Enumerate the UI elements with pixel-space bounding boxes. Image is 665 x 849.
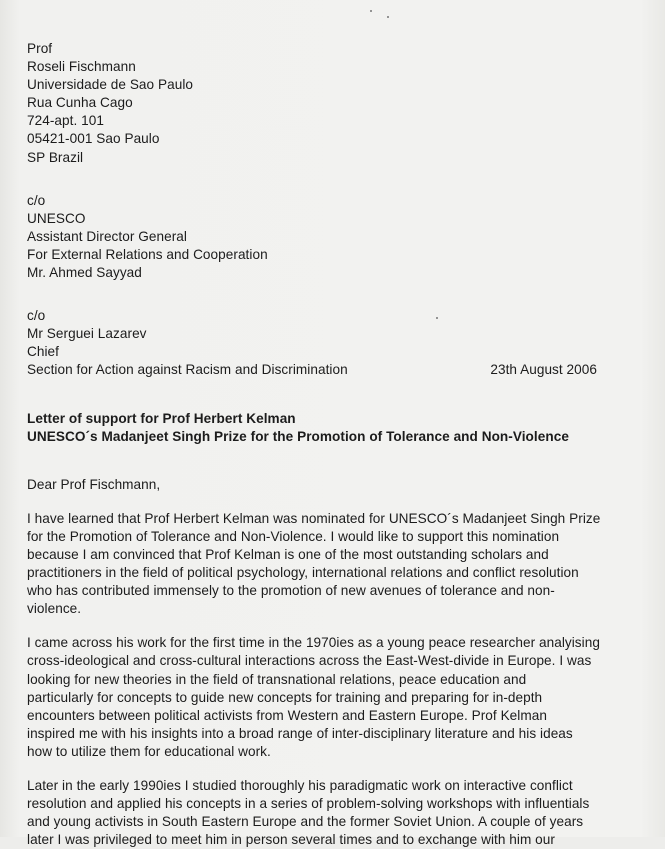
paragraph-line: Later in the early 1990ies I studied thoroughly his paradigmatic work on interactive conflict — [27, 778, 573, 793]
paragraph-line: inspired me with his insights into a broad range of inter-disciplinary literature and his ideas — [27, 725, 573, 741]
paragraph-line: who has contributed immensely to the promotion of new avenues of tolerance and non- — [27, 583, 555, 599]
sender-line: SP Brazil — [27, 149, 84, 165]
sender-line: Prof — [27, 41, 53, 56]
paragraph-line: resolution and applied his concepts in a series of problem-solving workshops with influentials — [27, 796, 590, 812]
sender-line: Roseli Fischmann — [27, 59, 136, 75]
sender-address — [27, 40, 647, 167]
paragraph-line: I have learned that Prof Herbert Kelman was nominated for UNESCO´s Madanjeet Singh Prize — [27, 510, 601, 526]
section-name: Section for Action against Racism and Discrimination — [27, 362, 348, 378]
recipient-unesco-address — [27, 192, 647, 282]
paragraph-line: later I was privileged to meet him in person several times and to exchange with him our — [27, 832, 555, 848]
paragraph-line: I came across his work for the first time in the 1970ies as a young peace researcher analyising — [27, 635, 600, 651]
letter-body — [27, 40, 647, 849]
subject-line: UNESCO´s Madanjeet Singh Prize for the Promotion of Tolerance and Non-Violence — [27, 428, 569, 444]
paragraph-line: practitioners in the field of political psychology, international relations and conflict resolution — [27, 565, 579, 581]
paragraph — [27, 777, 647, 849]
paragraph-line: how to utilize them for educational work. — [27, 743, 271, 759]
recipient-line: c/o — [27, 308, 46, 324]
sender-line: 05421-001 Sao Paulo — [27, 131, 160, 147]
recipient-line: c/o — [27, 192, 46, 208]
paragraph-line: looking for new theories in the field of transnational relations, peace education and — [27, 671, 527, 687]
letter-date: 23th August 2006 — [490, 362, 597, 378]
paragraph — [27, 510, 647, 619]
paragraph-line: encounters between political activists from Western and Eastern Europe. Prof Kelman — [27, 707, 547, 723]
paper-speck — [370, 10, 372, 12]
paragraph-line: violence. — [27, 601, 82, 617]
section-date-row — [27, 361, 597, 379]
subject-block — [27, 410, 647, 446]
salutation: Dear Prof Fischmann, — [27, 476, 161, 492]
recipient-line: Chief — [27, 344, 59, 360]
recipient-section-address — [27, 307, 647, 379]
paper-speck — [387, 16, 389, 18]
recipient-line: Mr. Ahmed Sayyad — [27, 265, 142, 281]
paragraph-line: and young activists in South Eastern Europe and the former Soviet Union. A couple of years — [27, 814, 584, 830]
sender-line: Universidade de Sao Paulo — [27, 77, 193, 93]
recipient-line: Assistant Director General — [27, 228, 187, 244]
paragraph-line: particularly for concepts to guide new concepts for training and preparing for in-depth — [27, 689, 543, 705]
paragraph-line: cross-ideological and cross-cultural interactions across the East-West-divide in Europe. I was — [27, 653, 592, 669]
paragraph-line: because I am convinced that Prof Kelman is one of the most outstanding scholars and — [27, 546, 549, 562]
recipient-line: UNESCO — [27, 210, 86, 226]
recipient-line: Mr Serguei Lazarev — [27, 326, 147, 342]
paragraph-line: for the Promotion of Tolerance and Non-Violence. I would like to support this nomination — [27, 528, 560, 544]
sender-line: 724-apt. 101 — [27, 113, 104, 129]
sender-line: Rua Cunha Cago — [27, 95, 133, 111]
recipient-line: For External Relations and Cooperation — [27, 246, 268, 262]
subject-line: Letter of support for Prof Herbert Kelman — [27, 410, 296, 426]
paragraph — [27, 634, 647, 761]
